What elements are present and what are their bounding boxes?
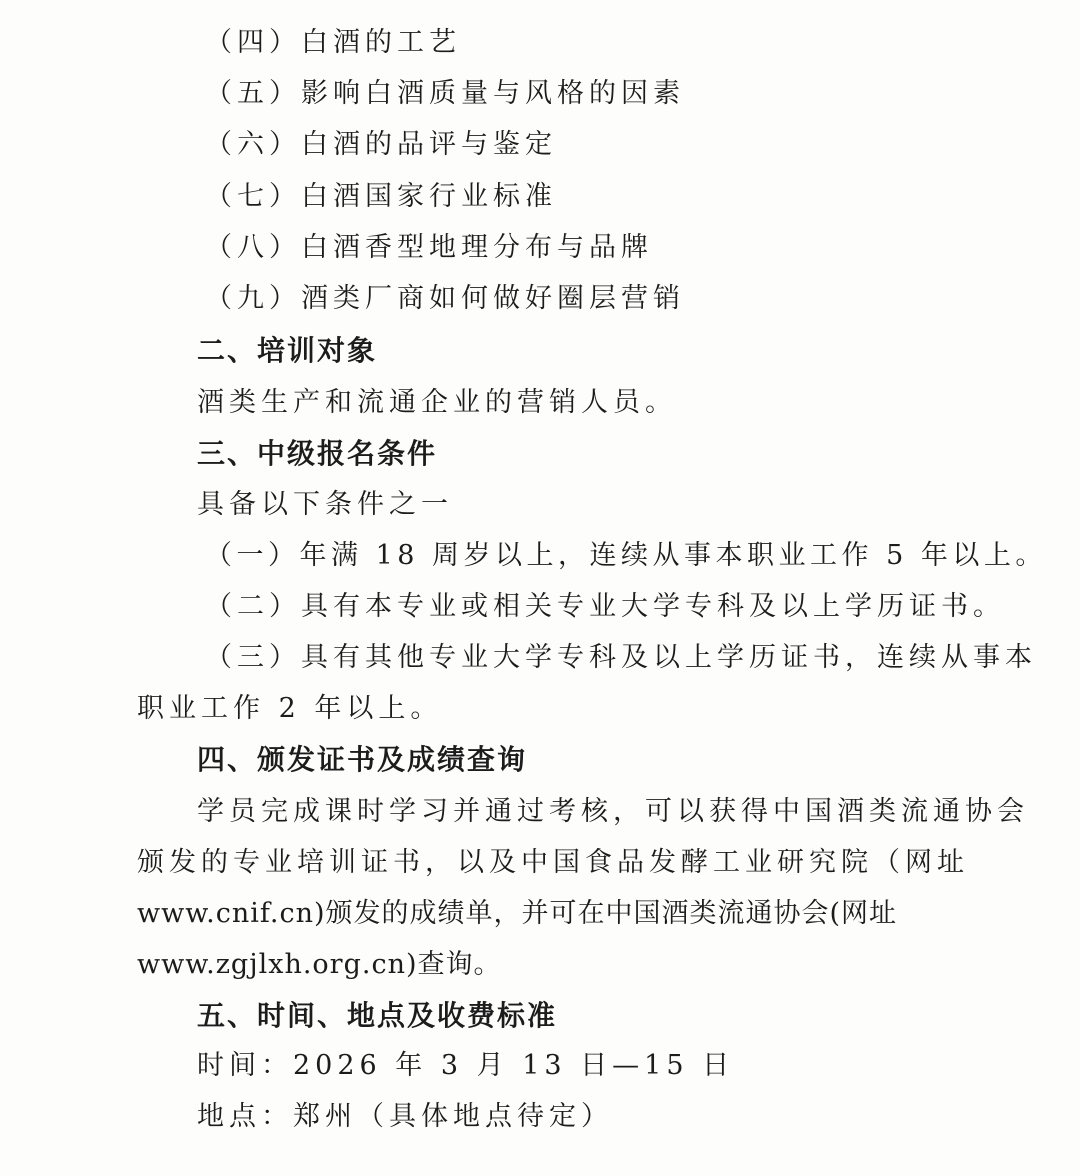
time-text: 时间：2026 年 3 月 13 日—15 日 <box>197 1050 735 1081</box>
certificate-line-3: www.cnif.cn)颁发的成绩单，并可在中国酒类流通协会(网址 <box>137 898 898 929</box>
course-item-4: （四）白酒的工艺 <box>205 27 461 58</box>
section-heading-certificate: 四、颁发证书及成绩查询 <box>197 743 528 776</box>
course-item-6: （六）白酒的品评与鉴定 <box>205 129 557 160</box>
course-item-7: （七）白酒国家行业标准 <box>205 181 557 212</box>
section-heading-requirements: 三、中级报名条件 <box>197 437 438 470</box>
requirement-item-3-continued: 职业工作 2 年以上。 <box>137 693 443 724</box>
certificate-line-2: 颁发的专业培训证书，以及中国食品发酵工业研究院（网址 <box>137 847 969 878</box>
section-heading-training-target: 二、培训对象 <box>197 334 378 367</box>
certificate-line-1: 学员完成课时学习并通过考核，可以获得中国酒类流通协会 <box>197 796 1029 827</box>
course-item-8: （八）白酒香型地理分布与品牌 <box>205 232 653 263</box>
section-heading-time-place: 五、时间、地点及收费标准 <box>197 999 558 1032</box>
requirement-item-2: （二）具有本专业或相关专业大学专科及以上学历证书。 <box>205 591 1005 622</box>
place-text: 地点：郑州（具体地点待定） <box>197 1101 613 1132</box>
course-item-5: （五）影响白酒质量与风格的因素 <box>205 78 685 109</box>
requirements-intro: 具备以下条件之一 <box>197 489 453 520</box>
requirement-item-3: （三）具有其他专业大学专科及以上学历证书，连续从事本 <box>205 642 1037 673</box>
course-item-9: （九）酒类厂商如何做好圈层营销 <box>205 283 685 314</box>
requirement-item-1: （一）年满 18 周岁以上，连续从事本职业工作 5 年以上。 <box>205 540 1047 571</box>
training-target-text: 酒类生产和流通企业的营销人员。 <box>197 387 677 418</box>
certificate-line-4: www.zgjlxh.org.cn)查询。 <box>137 949 502 980</box>
